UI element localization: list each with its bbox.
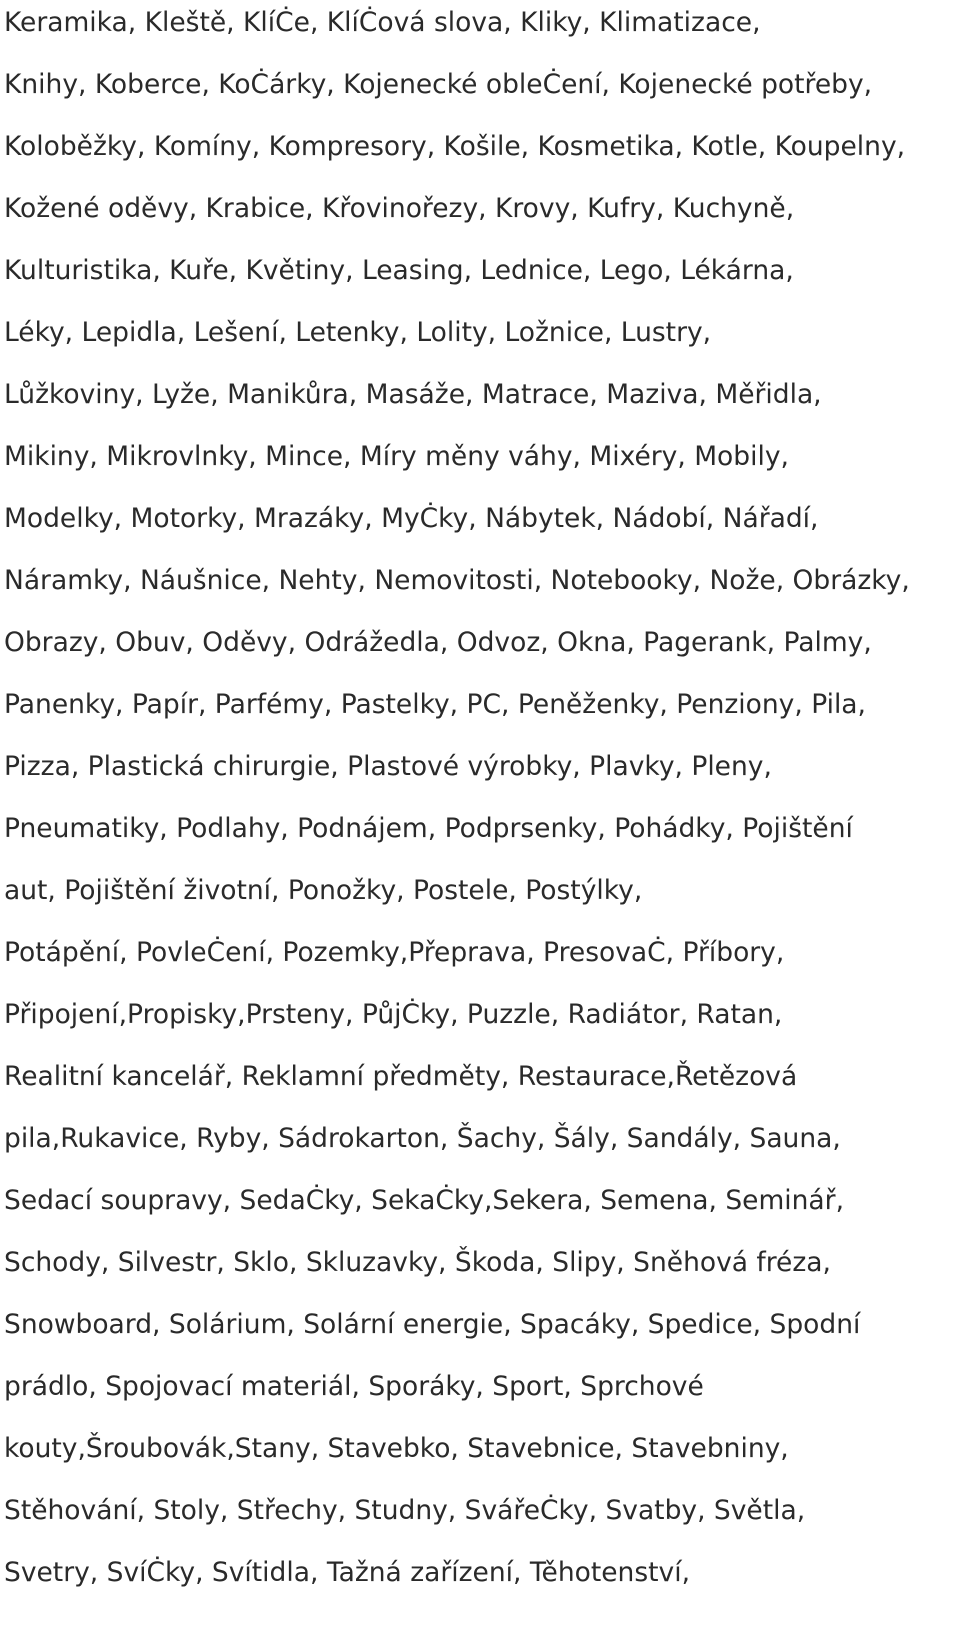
text-line-12: Panenky, Papír, Parfémy, Pastelky, PC, Peněženky, Penziony, Pila, bbox=[4, 689, 866, 720]
text-line-22: Snowboard, Solárium, Solární energie, Spacáky, Spedice, Spodní bbox=[4, 1309, 861, 1340]
text-line-24: kouty,Šroubovák,Stany, Stavebko, Stavebnice, Stavebniny, bbox=[4, 1433, 789, 1464]
text-line-15: aut, Pojištění životní, Ponožky, Postele, Postýlky, bbox=[4, 875, 643, 906]
text-line-17: Připojení,Propisky,Prsteny, PůjĊky, Puzzle, Radiátor, Ratan, bbox=[4, 999, 783, 1030]
text-line-9: Modelky, Motorky, Mrazáky, MyĊky, Nábytek, Nádobí, Nářadí, bbox=[4, 503, 819, 534]
text-line-3: Koloběžky, Komíny, Kompresory, Košile, Kosmetika, Kotle, Koupelny, bbox=[4, 131, 906, 162]
text-line-14: Pneumatiky, Podlahy, Podnájem, Podprsenky, Pohádky, Pojištění bbox=[4, 813, 853, 844]
text-line-10: Náramky, Náušnice, Nehty, Nemovitosti, Notebooky, Nože, Obrázky, bbox=[4, 565, 910, 596]
text-line-16: Potápění, PovleĊení, Pozemky,Přeprava, PresovaĊ, Příbory, bbox=[4, 937, 785, 968]
text-line-23: prádlo, Spojovací materiál, Sporáky, Sport, Sprchové bbox=[4, 1371, 704, 1402]
text-line-1: Keramika, Kleště, KlíĊe, KlíĊová slova, Kliky, Klimatizace, bbox=[4, 7, 761, 38]
text-line-8: Mikiny, Mikrovlnky, Mince, Míry měny váhy, Mixéry, Mobily, bbox=[4, 441, 789, 472]
text-line-26: Svetry, SvíĊky, Svítidla, Tažná zařízení, Těhotenství, bbox=[4, 1557, 690, 1588]
text-line-20: Sedací soupravy, SedaĊky, SekaĊky,Sekera, Semena, Seminář, bbox=[4, 1185, 844, 1216]
text-line-18: Realitní kancelář, Reklamní předměty, Restaurace,Řetězová bbox=[4, 1061, 798, 1092]
text-line-19: pila,Rukavice, Ryby, Sádrokarton, Šachy, Šály, Sandály, Sauna, bbox=[4, 1123, 841, 1154]
text-line-25: Stěhování, Stoly, Střechy, Studny, SvářeĊky, Svatby, Světla, bbox=[4, 1495, 806, 1526]
document-text bbox=[4, 0, 954, 1612]
text-line-2: Knihy, Koberce, KoĊárky, Kojenecké obleĊení, Kojenecké potřeby, bbox=[4, 69, 873, 100]
text-line-13: Pizza, Plastická chirurgie, Plastové výrobky, Plavky, Pleny, bbox=[4, 751, 772, 782]
text-line-11: Obrazy, Obuv, Oděvy, Odrážedla, Odvoz, Okna, Pagerank, Palmy, bbox=[4, 627, 872, 658]
text-line-4: Kožené oděvy, Krabice, Křovinořezy, Krovy, Kufry, Kuchyně, bbox=[4, 193, 795, 224]
text-line-5: Kulturistika, Kuře, Květiny, Leasing, Lednice, Lego, Lékárna, bbox=[4, 255, 794, 286]
text-line-7: Lůžkoviny, Lyže, Manikůra, Masáže, Matrace, Maziva, Měřidla, bbox=[4, 379, 822, 410]
text-line-21: Schody, Silvestr, Sklo, Skluzavky, Škoda, Slipy, Sněhová fréza, bbox=[4, 1247, 831, 1278]
text-line-6: Léky, Lepidla, Lešení, Letenky, Lolity, Ložnice, Lustry, bbox=[4, 317, 712, 348]
